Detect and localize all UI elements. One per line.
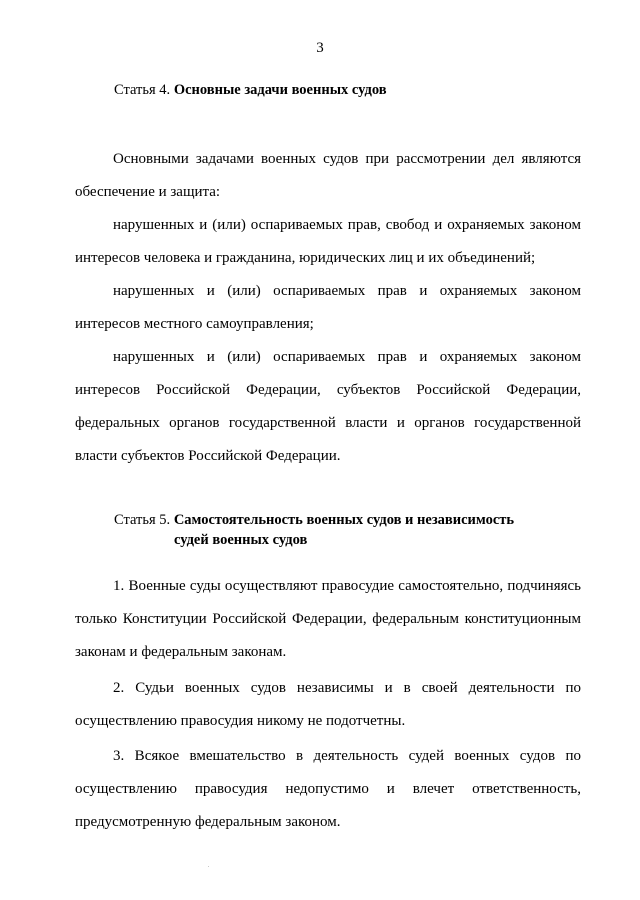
article-5-title-line-2: судей военных судов	[174, 532, 308, 548]
article-5-paragraph-1: 1. Военные суды осуществляют правосудие самостоятельно, подчиняясь только Конституции Российской Федерации, федеральным конституционным законам и федеральным законам.	[75, 578, 581, 660]
article-4-paragraph-2: нарушенных и (или) оспариваемых прав, свобод и охраняемых законом интересов человека и гражданина, юридических лиц и их объединений;	[75, 217, 581, 266]
page-number: 3	[316, 40, 324, 56]
article-5-title-line-1: Самостоятельность военных судов и независимость	[173, 512, 515, 528]
article-4-number: Статья 4.	[114, 82, 171, 98]
article-5-paragraph-2: 2. Судьи военных судов независимы и в своей деятельности по осуществлению правосудия никому не подотчетны.	[75, 680, 581, 729]
scan-speck	[208, 866, 209, 867]
article-4-title: Основные задачи военных судов	[173, 82, 387, 98]
article-5-number: Статья 5.	[114, 512, 171, 528]
article-4-paragraph-4: нарушенных и (или) оспариваемых прав и охраняемых законом интересов Российской Федерации, субъектов Российской Федерации, федеральных органов государственной власти и органов государственной власти субъектов Российской Федерации.	[75, 349, 581, 464]
article-4-paragraph-3: нарушенных и (или) оспариваемых прав и охраняемых законом интересов местного самоуправления;	[75, 283, 581, 332]
article-4-heading	[114, 80, 387, 100]
article-4-paragraph-1: Основными задачами военных судов при рассмотрении дел являются обеспечение и защита:	[75, 151, 581, 200]
article-5-heading	[114, 510, 514, 550]
article-5-paragraph-3: 3. Всякое вмешательство в деятельность судей военных судов по осуществлению правосудия недопустимо и влечет ответственность, предусмотренную федеральным законом.	[75, 748, 581, 830]
